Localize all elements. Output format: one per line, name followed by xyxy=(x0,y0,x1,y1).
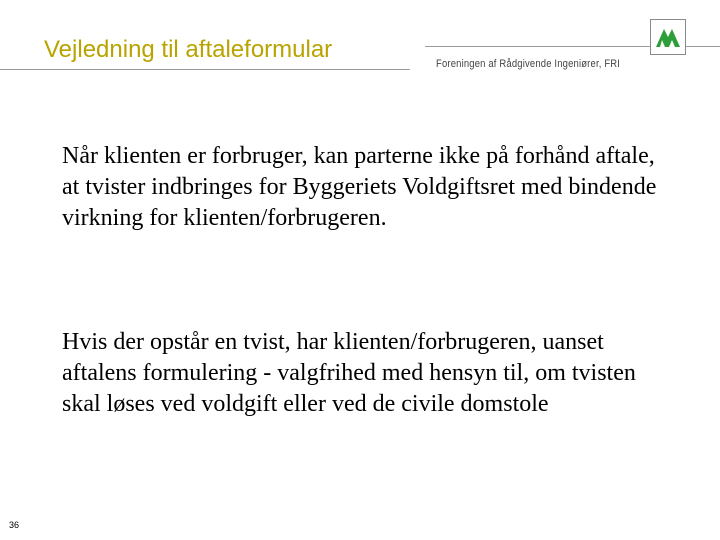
organization-name: Foreningen af Rådgivende Ingeniører, FRI xyxy=(436,58,621,70)
page-title: Vejledning til aftaleformular xyxy=(44,36,333,63)
fri-logo-icon xyxy=(650,19,686,55)
body-paragraph-dispute-choice: Hvis der opstår en tvist, har klienten/forbrugeren, uanset aftalens formulering - valgfrihed med hensyn til, om tvisten skal løses ved voldgift eller ved de civile domstole xyxy=(62,329,636,417)
header-divider-left xyxy=(0,69,410,70)
body-paragraph-consumer-rule: Når klienten er forbruger, kan parterne ikke på forhånd aftale, at tvister indbringes for Byggeriets Voldgiftsret med bindende virkning for klienten/forbrugeren. xyxy=(62,143,657,231)
page-number: 36 xyxy=(9,520,20,530)
